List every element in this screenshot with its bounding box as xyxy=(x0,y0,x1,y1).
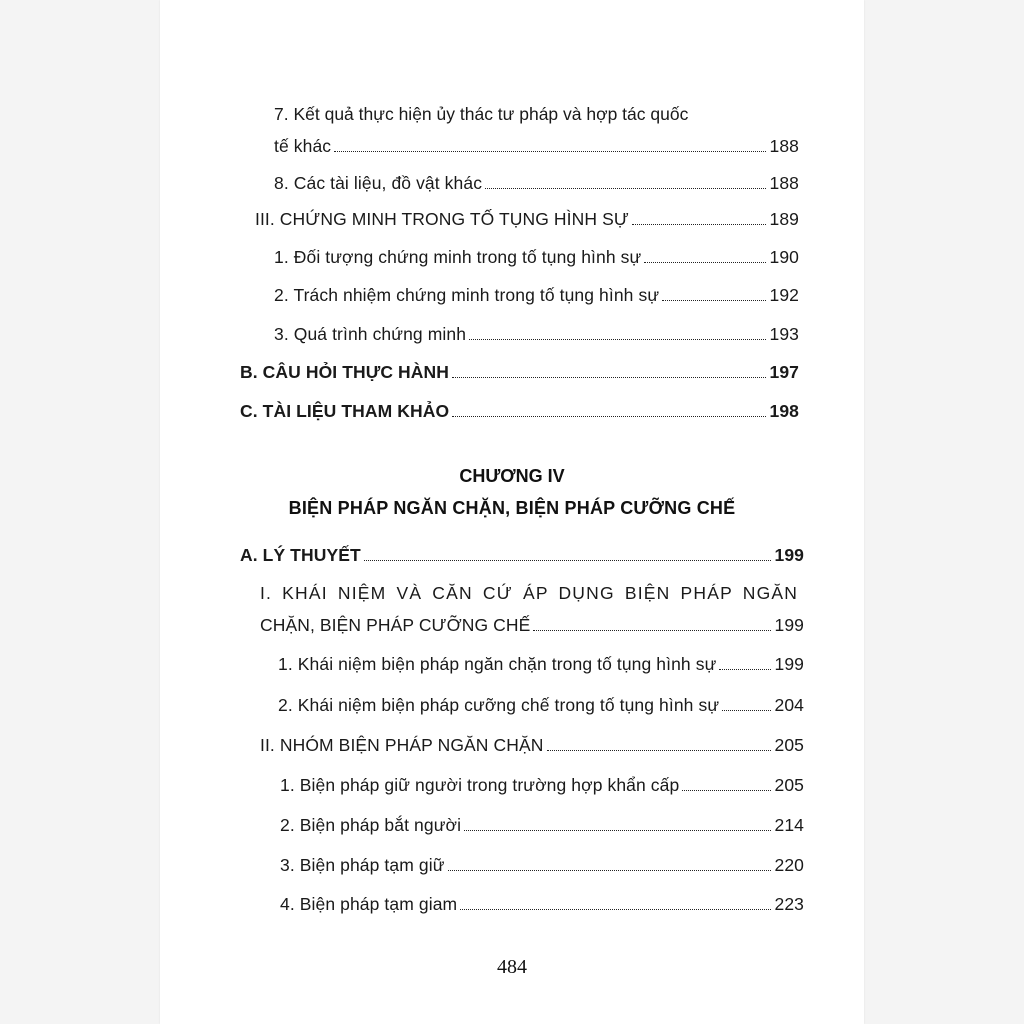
toc-entry-label: 3. Quá trình chứng minh xyxy=(274,324,467,344)
leader-dots xyxy=(547,750,771,751)
toc-entry-label: II. NHÓM BIỆN PHÁP NGĂN CHẶN xyxy=(260,735,544,755)
toc-page-number: 197 xyxy=(769,362,799,382)
toc-entry-label: 3. Biện pháp tạm giữ xyxy=(280,855,445,875)
toc-section-I-line2: CHẶN, BIỆN PHÁP CƯỠNG CHẾ xyxy=(260,615,531,635)
leader-dots xyxy=(469,339,765,340)
toc-page-number: 188 xyxy=(769,173,799,193)
leader-dots xyxy=(452,416,765,417)
toc-entry-label: C. TÀI LIỆU THAM KHẢO xyxy=(240,401,450,421)
toc-page-number: 192 xyxy=(769,285,799,305)
toc-page-number: 223 xyxy=(774,894,804,914)
toc-entry-label: A. LÝ THUYẾT xyxy=(240,545,361,565)
leader-dots xyxy=(485,188,765,189)
toc-page-number: 193 xyxy=(769,324,799,344)
toc-part-C xyxy=(240,401,799,422)
toc-item-7-line1: 7. Kết quả thực hiện ủy thác tư pháp và hợp tác quốc xyxy=(274,104,689,124)
leader-dots xyxy=(719,669,770,670)
leader-dots xyxy=(644,262,765,263)
toc-item-I-2 xyxy=(278,695,804,716)
toc-item-II-4 xyxy=(280,894,804,915)
toc-page-number: 199 xyxy=(774,545,804,565)
leader-dots xyxy=(662,300,765,301)
toc-page-number: 190 xyxy=(769,247,799,267)
chapter-title: BIỆN PHÁP NGĂN CHẶN, BIỆN PHÁP CƯỠNG CHẾ xyxy=(288,498,736,518)
toc-entry-label: 1. Khái niệm biện pháp ngăn chặn trong tố tụng hình sự xyxy=(278,654,717,674)
toc-page-number: 188 xyxy=(769,136,799,156)
toc-page-number: 205 xyxy=(774,775,804,795)
book-page xyxy=(160,0,864,1024)
toc-part-B xyxy=(240,362,799,383)
toc-section-III xyxy=(255,209,799,230)
toc-item-III-1 xyxy=(274,247,799,268)
toc-page-number: 199 xyxy=(774,654,804,674)
toc-entry-label: 2. Biện pháp bắt người xyxy=(280,815,462,835)
toc-page-number: 198 xyxy=(769,401,799,421)
toc-item-8 xyxy=(274,173,799,194)
toc-item-II-3 xyxy=(280,855,804,876)
toc-item-III-3 xyxy=(274,324,799,345)
toc-entry-label: 2. Khái niệm biện pháp cưỡng chế trong tố tụng hình sự xyxy=(278,695,720,715)
toc-entry-label: 4. Biện pháp tạm giam xyxy=(280,894,458,914)
toc-section-II xyxy=(260,735,804,756)
leader-dots xyxy=(533,630,770,631)
chapter-label: CHƯƠNG IV xyxy=(459,466,565,486)
leader-dots xyxy=(722,710,770,711)
toc-page-number: 214 xyxy=(774,815,804,835)
toc-page-number: 204 xyxy=(774,695,804,715)
toc-entry-label: 1. Đối tượng chứng minh trong tố tụng hình sự xyxy=(274,247,642,267)
toc-page-number: 189 xyxy=(769,209,799,229)
leader-dots xyxy=(364,560,771,561)
toc-item-I-1 xyxy=(278,654,804,675)
page-number: 484 xyxy=(497,956,527,978)
leader-dots xyxy=(632,224,766,225)
leader-dots xyxy=(448,870,771,871)
leader-dots xyxy=(682,790,770,791)
toc-item-7 xyxy=(274,136,799,157)
toc-item-II-1 xyxy=(280,775,804,796)
toc-entry-label: 2. Trách nhiệm chứng minh trong tố tụng hình sự xyxy=(274,285,660,305)
leader-dots xyxy=(460,909,770,910)
leader-dots xyxy=(334,151,765,152)
toc-part-A xyxy=(240,545,804,566)
leader-dots xyxy=(452,377,765,378)
toc-page-number: 199 xyxy=(774,615,804,635)
toc-section-I xyxy=(260,615,804,636)
toc-entry-label: III. CHỨNG MINH TRONG TỐ TỤNG HÌNH SỰ xyxy=(255,209,629,229)
leader-dots xyxy=(464,830,770,831)
toc-item-II-2 xyxy=(280,815,804,836)
toc-entry-label: 1. Biện pháp giữ người trong trường hợp khẩn cấp xyxy=(280,775,680,795)
toc-page-number: 205 xyxy=(774,735,804,755)
toc-item-III-2 xyxy=(274,285,799,306)
toc-page-number: 220 xyxy=(774,855,804,875)
toc-section-I-line1: I. KHÁI NIỆM VÀ CĂN CỨ ÁP DỤNG BIỆN PHÁP NGĂN xyxy=(260,583,799,603)
toc-entry-label: 8. Các tài liệu, đồ vật khác xyxy=(274,173,483,193)
toc-item-7-line2: tế khác xyxy=(274,136,332,156)
toc-entry-label: B. CÂU HỎI THỰC HÀNH xyxy=(240,362,450,382)
